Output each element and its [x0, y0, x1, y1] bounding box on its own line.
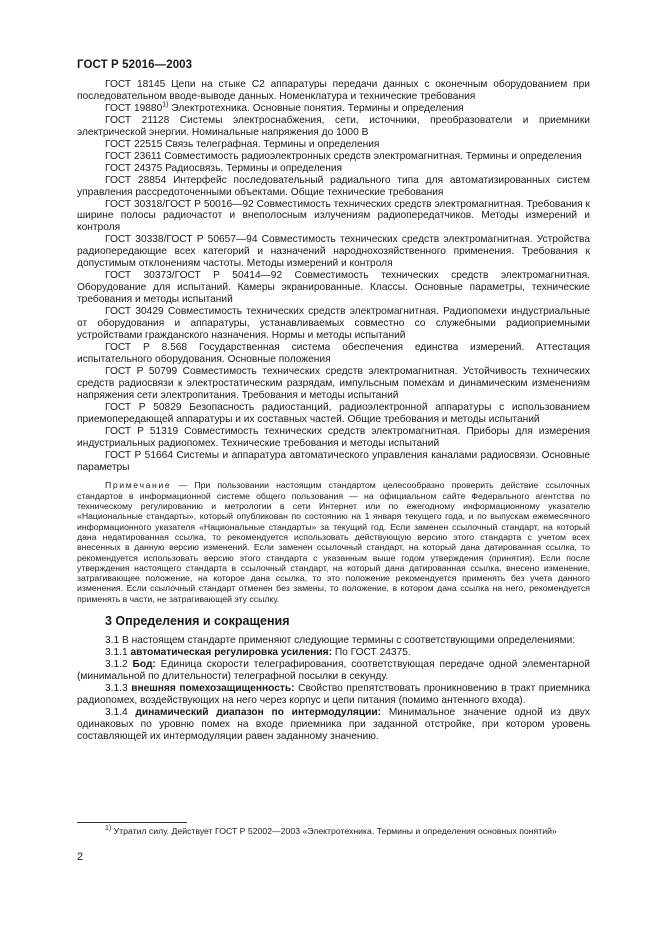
reference-tail: Электротехника. Основные понятия. Термины и определения [168, 102, 464, 114]
reference-item: ГОСТ Р 51319 Совместимость технических средств электромагнитная. Приборы для измерения индустриальных радиопомех. Технические требования и методы испытаний [77, 425, 590, 449]
definition-term: автоматическая регулировка усиления: [130, 646, 333, 658]
definition-item [77, 647, 590, 659]
reference-item: ГОСТ 28854 Интерфейс последовательный радиального типа для автоматизированных систем управления рассредоточенными объектами. Общие технические требования [77, 174, 590, 198]
definition-number: 3.1.3 [105, 682, 132, 694]
footnote [77, 826, 590, 837]
definition-term: динамический диапазон по интермодуляции: [135, 706, 382, 718]
footnote-mark: 1) [105, 825, 112, 833]
definition-term: Бод: [132, 658, 156, 670]
reference-item: ГОСТ Р 50829 Безопасность радиостанций, радиоэлектронной аппаратуры с использованием приемопередающей аппаратуры и их составных частей. Общие требования и методы испытаний [77, 401, 590, 425]
reference-item: ГОСТ 21128 Системы электроснабжения, сети, источники, преобразователи и приемники электрической энергии. Номинальные напряжения до 1000 В [77, 114, 590, 138]
definition-item [77, 683, 590, 707]
definition-number: 3.1.1 [105, 646, 131, 658]
definition-text: Минимальное значение одной из двух одинаковых по уровню помех на входе приемника при заданной отстройке, при котором уровень составляющей их интермодуляции равен заданному значению. [77, 706, 590, 742]
definition-number: 3.1.4 [105, 706, 136, 718]
section-title: 3 Определения и сокращения [105, 614, 290, 629]
note-paragraph [77, 480, 590, 604]
definition-term: внешняя помехозащищенность: [131, 682, 295, 694]
section-intro: 3.1 В настоящем стандарте применяют следующие термины с соответствующими определениями: [105, 634, 576, 646]
definition-item [77, 659, 590, 683]
footnote-divider [77, 822, 187, 823]
footnote-text: Утратил силу. Действует ГОСТ Р 52002—2003 «Электротехника. Термины и определения основных понятий» [111, 826, 557, 836]
definition-text: Единица скорости телеграфирования, соответствующая передаче одной элементарной (минимальной по длительности) телеграфной посылки в секунду. [77, 658, 590, 682]
reference-item: ГОСТ 22515 Связь телеграфная. Термины и определения [105, 138, 380, 150]
reference-item: ГОСТ 30429 Совместимость технических средств электромагнитная. Радиопомехи индустриальные от оборудования и аппаратуры, устанавливаемых совместно со служебными радиоприемными устройствами гражданского назначения. Нормы и методы испытаний [77, 306, 590, 342]
reference-item: ГОСТ Р 50799 Совместимость технических средств электромагнитная. Устойчивость технических средств радиосвязи к электростатическим разрядам, импульсным помехам и динамическим изменениям напряжения сети электропитания. Требования и методы испытаний [77, 365, 590, 401]
reference-head: ГОСТ 19880 [105, 102, 163, 114]
reference-item: ГОСТ 30373/ГОСТ Р 50414—92 Совместимость технических средств электромагнитная. Оборудование для испытаний. Камеры экранированные. Классы. Основные параметры, технические требования и методы испытаний [77, 270, 590, 306]
reference-item: ГОСТ 18145 Цепи на стыке С2 аппаратуры передачи данных с оконечным оборудованием при последовательном вводе-выводе данных. Номенклатура и технические требования [77, 79, 590, 102]
reference-item: ГОСТ 24375 Радиосвязь. Термины и определения [105, 162, 343, 174]
note-label: Примечание [105, 480, 172, 491]
footnote-marker: 1) [162, 101, 169, 109]
page-number: 2 [77, 851, 84, 863]
page-header-doc-id: ГОСТ Р 52016—2003 [77, 59, 193, 71]
reference-item [77, 103, 590, 115]
definition-item [77, 707, 590, 743]
reference-item: ГОСТ Р 51664 Системы и аппаратура автоматического управления каналами радиосвязи. Основные параметры [77, 449, 590, 473]
reference-item: ГОСТ Р 8.568 Государственная система обеспечения единства измерений. Аттестация испытательного оборудования. Основные положения [77, 341, 590, 365]
definition-text: По ГОСТ 24375. [332, 646, 411, 658]
reference-item: ГОСТ 30338/ГОСТ Р 50657—94 Совместимость технических средств электромагнитная. Устройства радиопередающие всех категорий и назначений народнохозяйственного применения. Требования к допустимым отклонениям частоты. Методы измерений и контроля [77, 234, 590, 270]
definition-text: Свойство препятствовать проникновению в тракт приемника радиопомех, воздействующих на него через корпус и цепи питания (помимо антенного входа). [77, 682, 590, 706]
page-body [77, 79, 590, 743]
reference-item: ГОСТ 30318/ГОСТ Р 50016—92 Совместимость технических средств электромагнитная. Требования к ширине полосы радиочастот и внеполосным излучениям радиопередатчиков. Методы измерений и контроля [77, 198, 590, 234]
note-text: — При пользовании настоящим стандартом целесообразно проверить действие ссылочных стандартов в информационной системе общего пользования — на официальном сайте Федерального агентства по техническому регулированию и метрологии в сети Интернет или по ежегодному информационному указателю «Национальные стандарты», который опубликован по состоянию на 1 января текущего года, и по выпускам ежемесячного информационного указателя «Национальные стандарты» за текущий год. Если заменен ссылочный стандарт, на который дана недатированная ссылка, то рекомендуется использовать действующую версию этого стандарта с учетом всех внесенных в данную версию изменений. Если заменен ссылочный стандарт, на который дана датированная ссылка, то рекомендуется использовать версию этого стандарта с указанным выше годом утверждения (принятия). Если после утверждения настоящего стандарта в ссылочный стандарт, на который дана датированная ссылка, внесено изменение, затрагивающее положение, на которое дана ссылка, то это положение рекомендуется применять без учета данного изменения. Если ссылочный стандарт отменен без замены, то положение, в котором дана ссылка на него, рекомендуется применять в части, не затрагивающей эту ссылку. [77, 480, 590, 604]
definition-number: 3.1.2 [105, 658, 133, 670]
reference-item: ГОСТ 23611 Совместимость радиоэлектронных средств электромагнитная. Термины и определения [105, 150, 582, 162]
